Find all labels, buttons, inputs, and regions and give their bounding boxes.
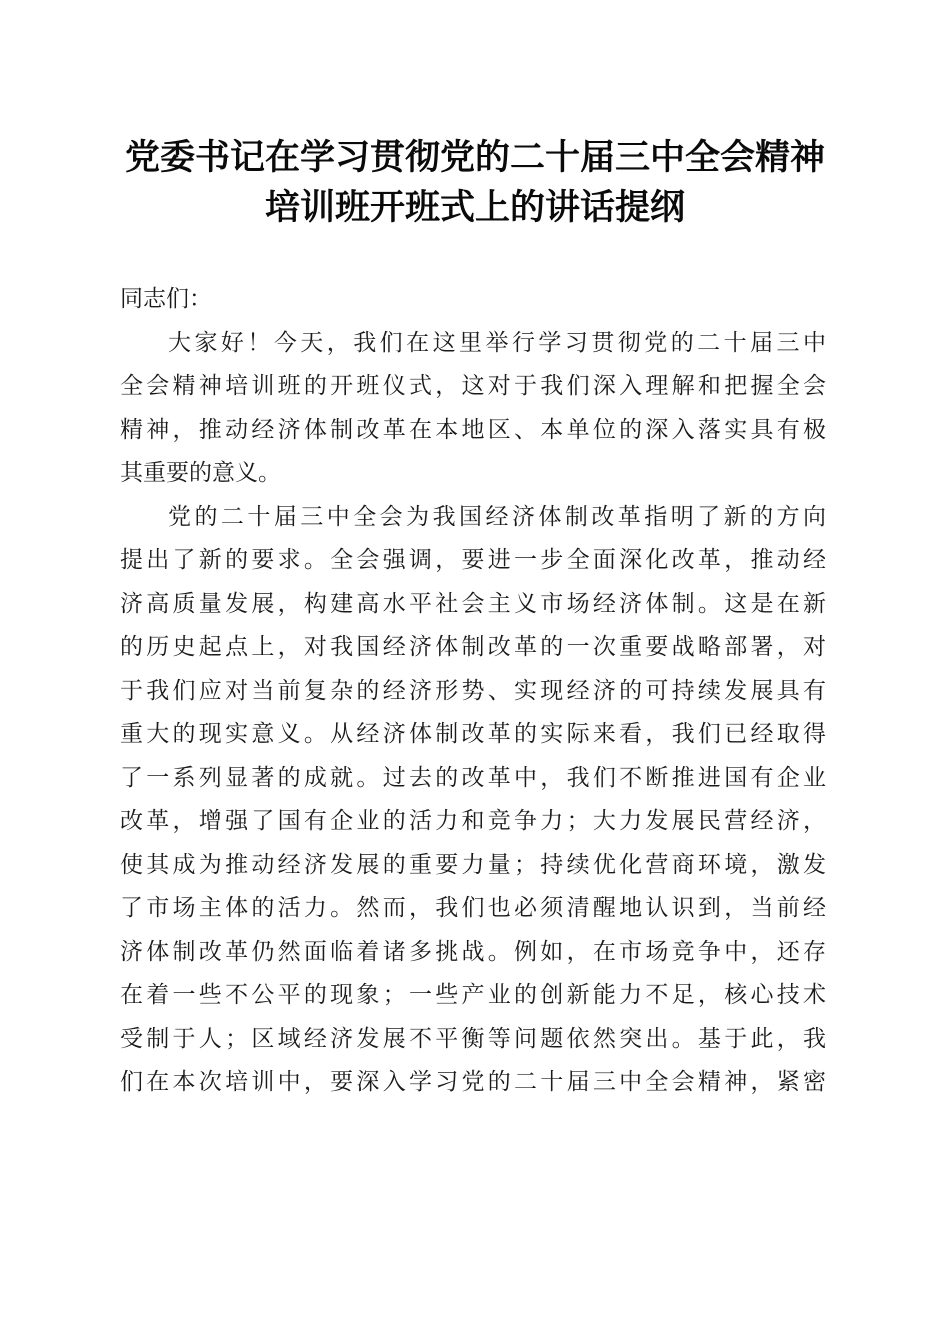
paragraph-line: 的历史起点上，对我国经济体制改革的一次重要战略部署，对 xyxy=(120,634,826,660)
paragraph-line: 全会精神培训班的开班仪式，这对于我们深入理解和把握全会 xyxy=(120,373,826,399)
paragraph-line: 改革，增强了国有企业的活力和竞争力；大力发展民营经济， xyxy=(120,808,826,834)
title-line-1: 党委书记在学习贯彻党的二十届三中全会精神 xyxy=(124,137,825,178)
paragraph-2 xyxy=(120,496,826,1105)
paragraph-line: 其重要的意义。 xyxy=(120,460,281,486)
paragraph-line: 了市场主体的活力。然而，我们也必须清醒地认识到，当前经 xyxy=(120,895,826,921)
paragraph-line: 在着一些不公平的现象；一些产业的创新能力不足，核心技术 xyxy=(120,982,826,1008)
document-title xyxy=(100,133,850,233)
paragraph-line: 了一系列显著的成就。过去的改革中，我们不断推进国有企业 xyxy=(120,764,826,791)
document-body xyxy=(120,278,826,1105)
paragraph-1 xyxy=(120,322,826,496)
paragraph-line: 受制于人；区域经济发展不平衡等问题依然突出。基于此，我 xyxy=(120,1025,826,1052)
paragraph-line: 济体制改革仍然面临着诸多挑战。例如，在市场竞争中，还存 xyxy=(120,938,826,965)
paragraph-line: 精神，推动经济体制改革在本地区、本单位的深入落实具有极 xyxy=(120,416,826,443)
paragraph-line: 提出了新的要求。全会强调，要进一步全面深化改革，推动经 xyxy=(120,547,826,573)
greeting: 同志们： xyxy=(120,286,212,312)
paragraph-line: 重大的现实意义。从经济体制改革的实际来看，我们已经取得 xyxy=(120,721,826,747)
paragraph-line: 使其成为推动经济发展的重要力量；持续优化营商环境，激发 xyxy=(120,851,826,878)
paragraph-line: 大家好！今天，我们在这里举行学习贯彻党的二十届三中 xyxy=(168,329,826,356)
paragraph-line: 济高质量发展，构建高水平社会主义市场经济体制。这是在新 xyxy=(120,590,826,617)
title-line-2: 培训班开班式上的讲话提纲 xyxy=(264,187,685,228)
paragraph-line: 党的二十届三中全会为我国经济体制改革指明了新的方向 xyxy=(168,503,826,530)
paragraph-line: 们在本次培训中，要深入学习党的二十届三中全会精神，紧密 xyxy=(120,1069,826,1095)
paragraph-line: 于我们应对当前复杂的经济形势、实现经济的可持续发展具有 xyxy=(120,677,826,704)
